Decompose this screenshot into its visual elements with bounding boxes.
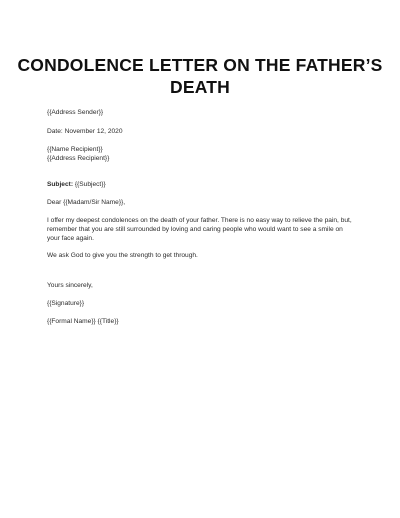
letter-body — [47, 108, 357, 326]
letter-date: Date: November 12, 2020 — [47, 127, 123, 135]
paragraph-1 — [47, 216, 357, 243]
name-recipient: {{Name Recipient}} — [47, 146, 103, 153]
address-sender: {{Address Sender}} — [47, 109, 104, 116]
formal-name-title: {{Formal Name}} {{Title}} — [47, 318, 119, 325]
address-recipient: {{Address Recipient}} — [47, 155, 110, 162]
salutation: Dear {{Madam/Sir Name}}, — [47, 199, 126, 206]
paragraph-1-line-1: I offer my deepest condolences on the death of your father. There is no easy way to relieve the pain, but, — [47, 217, 352, 224]
subject-label: Subject: — [47, 181, 74, 188]
title-line-1: CONDOLENCE LETTER ON THE FATHER’S — [17, 55, 383, 75]
subject-line — [47, 180, 357, 189]
paragraph-2: We ask God to give you the strength to get through. — [47, 252, 198, 259]
document-title — [0, 54, 400, 98]
paragraph-1-line-3: your face again. — [47, 235, 94, 242]
signature: {{Signature}} — [47, 300, 85, 307]
closing: Yours sincerely, — [47, 282, 93, 289]
subject-value: {{Subject}} — [73, 181, 106, 188]
paragraph-1-line-2: remember that you are still surrounded by loving and caring people who would want to see a smile on — [47, 226, 343, 233]
title-line-2: DEATH — [170, 77, 230, 97]
